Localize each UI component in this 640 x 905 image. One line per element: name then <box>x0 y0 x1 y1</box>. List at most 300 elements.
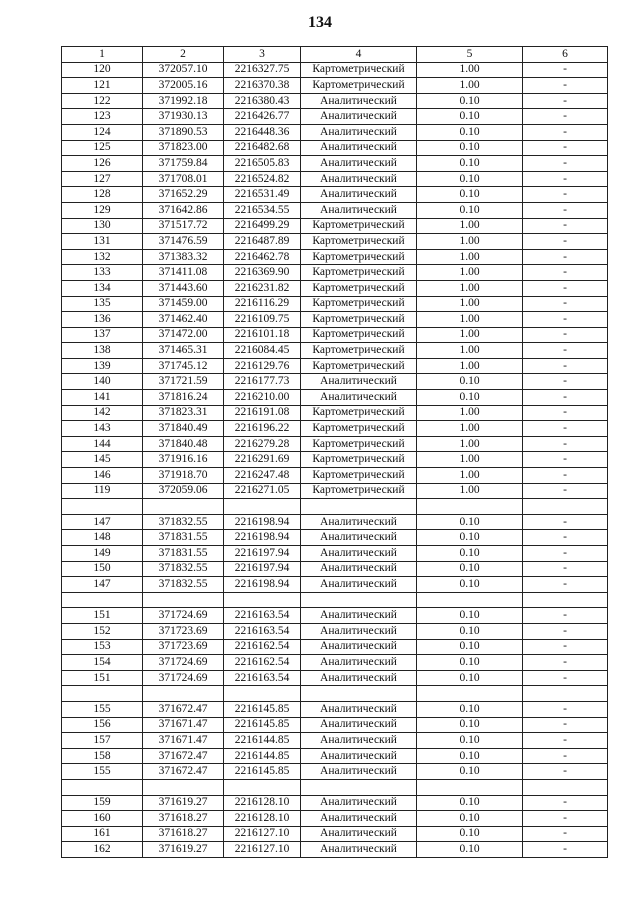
description-cell: - <box>523 374 608 390</box>
x-coordinate-cell: 371840.49 <box>143 421 224 437</box>
x-coordinate-cell: 371916.16 <box>143 452 224 468</box>
x-coordinate-cell: 371832.55 <box>143 514 224 530</box>
x-coordinate-cell: 372057.10 <box>143 62 224 78</box>
description-cell: - <box>523 249 608 265</box>
table-row <box>62 530 608 546</box>
point-number-cell: 147 <box>62 577 143 593</box>
point-number-cell: 141 <box>62 390 143 406</box>
y-coordinate-cell: 2216127.10 <box>224 826 301 842</box>
y-coordinate-cell: 2216145.85 <box>224 701 301 717</box>
method-cell: Аналитический <box>301 156 417 172</box>
description-cell: - <box>523 701 608 717</box>
x-coordinate-cell: 371618.27 <box>143 811 224 827</box>
point-number-cell: 145 <box>62 452 143 468</box>
description-cell: - <box>523 156 608 172</box>
x-coordinate-cell: 371672.47 <box>143 748 224 764</box>
description-cell: - <box>523 343 608 359</box>
x-coordinate-cell: 372005.16 <box>143 78 224 94</box>
y-coordinate-cell: 2216531.49 <box>224 187 301 203</box>
table-row <box>62 561 608 577</box>
method-cell: Картометрический <box>301 421 417 437</box>
table-row <box>62 156 608 172</box>
method-cell: Картометрический <box>301 452 417 468</box>
description-cell: - <box>523 842 608 858</box>
method-cell: Аналитический <box>301 171 417 187</box>
x-coordinate-cell: 371759.84 <box>143 156 224 172</box>
empty-cell <box>62 779 143 795</box>
y-coordinate-cell: 2216128.10 <box>224 811 301 827</box>
description-cell: - <box>523 452 608 468</box>
method-cell: Картометрический <box>301 436 417 452</box>
accuracy-cell: 1.00 <box>417 405 523 421</box>
point-number-cell: 129 <box>62 202 143 218</box>
accuracy-cell: 0.10 <box>417 717 523 733</box>
empty-cell <box>301 592 417 608</box>
table-row <box>62 62 608 78</box>
table-row <box>62 748 608 764</box>
x-coordinate-cell: 371930.13 <box>143 109 224 125</box>
y-coordinate-cell: 2216448.36 <box>224 124 301 140</box>
method-cell: Картометрический <box>301 358 417 374</box>
point-number-cell: 143 <box>62 421 143 437</box>
y-coordinate-cell: 2216327.75 <box>224 62 301 78</box>
table-row <box>62 717 608 733</box>
method-cell: Аналитический <box>301 748 417 764</box>
accuracy-cell: 1.00 <box>417 296 523 312</box>
empty-cell <box>523 686 608 702</box>
table-row <box>62 187 608 203</box>
description-cell: - <box>523 327 608 343</box>
table-row <box>62 124 608 140</box>
accuracy-cell: 0.10 <box>417 187 523 203</box>
table-row <box>62 327 608 343</box>
method-cell: Аналитический <box>301 639 417 655</box>
accuracy-cell: 1.00 <box>417 78 523 94</box>
method-cell: Картометрический <box>301 327 417 343</box>
accuracy-cell: 1.00 <box>417 265 523 281</box>
table-row <box>62 842 608 858</box>
coordinates-table-body <box>62 47 608 858</box>
x-coordinate-cell: 371476.59 <box>143 234 224 250</box>
point-number-cell: 124 <box>62 124 143 140</box>
table-row <box>62 296 608 312</box>
point-number-cell: 120 <box>62 62 143 78</box>
method-cell: Аналитический <box>301 140 417 156</box>
table-row <box>62 405 608 421</box>
point-number-cell: 142 <box>62 405 143 421</box>
method-cell: Аналитический <box>301 187 417 203</box>
point-number-cell: 161 <box>62 826 143 842</box>
description-cell: - <box>523 655 608 671</box>
empty-cell <box>417 499 523 515</box>
table-row <box>62 358 608 374</box>
y-coordinate-cell: 2216109.75 <box>224 312 301 328</box>
accuracy-cell: 0.10 <box>417 811 523 827</box>
description-cell: - <box>523 717 608 733</box>
description-cell: - <box>523 468 608 484</box>
point-number-cell: 126 <box>62 156 143 172</box>
method-cell: Аналитический <box>301 717 417 733</box>
accuracy-cell: 0.10 <box>417 374 523 390</box>
x-coordinate-cell: 371618.27 <box>143 826 224 842</box>
table-row <box>62 639 608 655</box>
description-cell: - <box>523 670 608 686</box>
table-row <box>62 701 608 717</box>
description-cell: - <box>523 764 608 780</box>
method-cell: Картометрический <box>301 62 417 78</box>
y-coordinate-cell: 2216198.94 <box>224 530 301 546</box>
point-number-cell: 139 <box>62 358 143 374</box>
description-cell: - <box>523 312 608 328</box>
y-coordinate-cell: 2216369.90 <box>224 265 301 281</box>
y-coordinate-cell: 2216291.69 <box>224 452 301 468</box>
description-cell: - <box>523 124 608 140</box>
accuracy-cell: 1.00 <box>417 218 523 234</box>
point-number-cell: 131 <box>62 234 143 250</box>
y-coordinate-cell: 2216462.78 <box>224 249 301 265</box>
table-row <box>62 421 608 437</box>
table-row <box>62 265 608 281</box>
point-number-cell: 147 <box>62 514 143 530</box>
accuracy-cell: 1.00 <box>417 421 523 437</box>
x-coordinate-cell: 371383.32 <box>143 249 224 265</box>
accuracy-cell: 0.10 <box>417 546 523 562</box>
x-coordinate-cell: 371465.31 <box>143 343 224 359</box>
x-coordinate-cell: 371832.55 <box>143 561 224 577</box>
point-number-cell: 146 <box>62 468 143 484</box>
empty-cell <box>523 779 608 795</box>
y-coordinate-cell: 2216231.82 <box>224 280 301 296</box>
point-number-cell: 119 <box>62 483 143 499</box>
description-cell: - <box>523 748 608 764</box>
separator-row <box>62 499 608 515</box>
table-row <box>62 390 608 406</box>
description-cell: - <box>523 62 608 78</box>
separator-row <box>62 592 608 608</box>
accuracy-cell: 0.10 <box>417 171 523 187</box>
y-coordinate-cell: 2216145.85 <box>224 764 301 780</box>
point-number-cell: 130 <box>62 218 143 234</box>
y-coordinate-cell: 2216116.29 <box>224 296 301 312</box>
description-cell: - <box>523 483 608 499</box>
accuracy-cell: 0.10 <box>417 514 523 530</box>
description-cell: - <box>523 639 608 655</box>
accuracy-cell: 1.00 <box>417 483 523 499</box>
accuracy-cell: 1.00 <box>417 249 523 265</box>
accuracy-cell: 1.00 <box>417 343 523 359</box>
table-row <box>62 343 608 359</box>
column-header: 6 <box>523 47 608 63</box>
accuracy-cell: 0.10 <box>417 561 523 577</box>
y-coordinate-cell: 2216499.29 <box>224 218 301 234</box>
accuracy-cell: 0.10 <box>417 140 523 156</box>
x-coordinate-cell: 371723.69 <box>143 639 224 655</box>
table-row <box>62 468 608 484</box>
y-coordinate-cell: 2216084.45 <box>224 343 301 359</box>
empty-cell <box>301 499 417 515</box>
point-number-cell: 158 <box>62 748 143 764</box>
point-number-cell: 151 <box>62 608 143 624</box>
accuracy-cell: 0.10 <box>417 826 523 842</box>
method-cell: Аналитический <box>301 655 417 671</box>
x-coordinate-cell: 371823.31 <box>143 405 224 421</box>
x-coordinate-cell: 371671.47 <box>143 733 224 749</box>
method-cell: Аналитический <box>301 842 417 858</box>
accuracy-cell: 0.10 <box>417 795 523 811</box>
point-number-cell: 155 <box>62 701 143 717</box>
point-number-cell: 162 <box>62 842 143 858</box>
table-row <box>62 623 608 639</box>
description-cell: - <box>523 202 608 218</box>
point-number-cell: 133 <box>62 265 143 281</box>
method-cell: Аналитический <box>301 514 417 530</box>
table-row <box>62 202 608 218</box>
accuracy-cell: 1.00 <box>417 452 523 468</box>
description-cell: - <box>523 561 608 577</box>
empty-cell <box>224 686 301 702</box>
y-coordinate-cell: 2216196.22 <box>224 421 301 437</box>
empty-cell <box>224 499 301 515</box>
coordinates-table <box>61 46 608 858</box>
description-cell: - <box>523 421 608 437</box>
description-cell: - <box>523 78 608 94</box>
table-row <box>62 140 608 156</box>
description-cell: - <box>523 546 608 562</box>
method-cell: Аналитический <box>301 390 417 406</box>
description-cell: - <box>523 623 608 639</box>
method-cell: Аналитический <box>301 124 417 140</box>
point-number-cell: 140 <box>62 374 143 390</box>
method-cell: Картометрический <box>301 343 417 359</box>
empty-cell <box>143 686 224 702</box>
separator-row <box>62 779 608 795</box>
x-coordinate-cell: 371462.40 <box>143 312 224 328</box>
description-cell: - <box>523 811 608 827</box>
method-cell: Аналитический <box>301 701 417 717</box>
description-cell: - <box>523 93 608 109</box>
x-coordinate-cell: 371671.47 <box>143 717 224 733</box>
x-coordinate-cell: 371642.86 <box>143 202 224 218</box>
accuracy-cell: 0.10 <box>417 733 523 749</box>
description-cell: - <box>523 608 608 624</box>
accuracy-cell: 0.10 <box>417 202 523 218</box>
x-coordinate-cell: 371619.27 <box>143 795 224 811</box>
method-cell: Картометрический <box>301 280 417 296</box>
point-number-cell: 155 <box>62 764 143 780</box>
y-coordinate-cell: 2216198.94 <box>224 577 301 593</box>
description-cell: - <box>523 358 608 374</box>
y-coordinate-cell: 2216279.28 <box>224 436 301 452</box>
method-cell: Картометрический <box>301 265 417 281</box>
table-row <box>62 436 608 452</box>
y-coordinate-cell: 2216127.10 <box>224 842 301 858</box>
table-row <box>62 514 608 530</box>
accuracy-cell: 0.10 <box>417 748 523 764</box>
accuracy-cell: 0.10 <box>417 655 523 671</box>
x-coordinate-cell: 371459.00 <box>143 296 224 312</box>
y-coordinate-cell: 2216101.18 <box>224 327 301 343</box>
method-cell: Картометрический <box>301 218 417 234</box>
x-coordinate-cell: 371823.00 <box>143 140 224 156</box>
description-cell: - <box>523 733 608 749</box>
y-coordinate-cell: 2216210.00 <box>224 390 301 406</box>
point-number-cell: 144 <box>62 436 143 452</box>
point-number-cell: 159 <box>62 795 143 811</box>
accuracy-cell: 1.00 <box>417 280 523 296</box>
method-cell: Картометрический <box>301 483 417 499</box>
accuracy-cell: 1.00 <box>417 312 523 328</box>
method-cell: Аналитический <box>301 93 417 109</box>
accuracy-cell: 0.10 <box>417 530 523 546</box>
point-number-cell: 121 <box>62 78 143 94</box>
x-coordinate-cell: 371890.53 <box>143 124 224 140</box>
method-cell: Аналитический <box>301 608 417 624</box>
description-cell: - <box>523 265 608 281</box>
point-number-cell: 149 <box>62 546 143 562</box>
x-coordinate-cell: 371831.55 <box>143 530 224 546</box>
empty-cell <box>224 779 301 795</box>
accuracy-cell: 1.00 <box>417 327 523 343</box>
table-row <box>62 577 608 593</box>
x-coordinate-cell: 371672.47 <box>143 764 224 780</box>
empty-cell <box>301 686 417 702</box>
table-row <box>62 234 608 250</box>
accuracy-cell: 0.10 <box>417 109 523 125</box>
x-coordinate-cell: 371831.55 <box>143 546 224 562</box>
empty-cell <box>417 779 523 795</box>
y-coordinate-cell: 2216177.73 <box>224 374 301 390</box>
description-cell: - <box>523 218 608 234</box>
description-cell: - <box>523 140 608 156</box>
column-header: 4 <box>301 47 417 63</box>
empty-cell <box>62 686 143 702</box>
y-coordinate-cell: 2216524.82 <box>224 171 301 187</box>
point-number-cell: 134 <box>62 280 143 296</box>
x-coordinate-cell: 371723.69 <box>143 623 224 639</box>
point-number-cell: 122 <box>62 93 143 109</box>
x-coordinate-cell: 371443.60 <box>143 280 224 296</box>
x-coordinate-cell: 371672.47 <box>143 701 224 717</box>
method-cell: Картометрический <box>301 468 417 484</box>
y-coordinate-cell: 2216162.54 <box>224 639 301 655</box>
point-number-cell: 151 <box>62 670 143 686</box>
method-cell: Аналитический <box>301 577 417 593</box>
empty-cell <box>417 592 523 608</box>
method-cell: Картометрический <box>301 78 417 94</box>
table-row <box>62 374 608 390</box>
x-coordinate-cell: 371816.24 <box>143 390 224 406</box>
method-cell: Аналитический <box>301 561 417 577</box>
column-header: 1 <box>62 47 143 63</box>
table-row <box>62 171 608 187</box>
accuracy-cell: 0.10 <box>417 639 523 655</box>
y-coordinate-cell: 2216163.54 <box>224 623 301 639</box>
y-coordinate-cell: 2216505.83 <box>224 156 301 172</box>
method-cell: Картометрический <box>301 312 417 328</box>
table-row <box>62 608 608 624</box>
x-coordinate-cell: 371721.59 <box>143 374 224 390</box>
point-number-cell: 156 <box>62 717 143 733</box>
table-row <box>62 218 608 234</box>
method-cell: Аналитический <box>301 670 417 686</box>
description-cell: - <box>523 826 608 842</box>
accuracy-cell: 0.10 <box>417 670 523 686</box>
point-number-cell: 153 <box>62 639 143 655</box>
accuracy-cell: 0.10 <box>417 608 523 624</box>
x-coordinate-cell: 371411.08 <box>143 265 224 281</box>
y-coordinate-cell: 2216162.54 <box>224 655 301 671</box>
description-cell: - <box>523 171 608 187</box>
column-header: 2 <box>143 47 224 63</box>
x-coordinate-cell: 371745.12 <box>143 358 224 374</box>
accuracy-cell: 0.10 <box>417 623 523 639</box>
x-coordinate-cell: 371918.70 <box>143 468 224 484</box>
accuracy-cell: 1.00 <box>417 62 523 78</box>
accuracy-cell: 1.00 <box>417 358 523 374</box>
empty-cell <box>523 592 608 608</box>
x-coordinate-cell: 372059.06 <box>143 483 224 499</box>
accuracy-cell: 1.00 <box>417 436 523 452</box>
column-header: 5 <box>417 47 523 63</box>
accuracy-cell: 0.10 <box>417 390 523 406</box>
method-cell: Аналитический <box>301 764 417 780</box>
empty-cell <box>417 686 523 702</box>
point-number-cell: 137 <box>62 327 143 343</box>
description-cell: - <box>523 390 608 406</box>
table-row <box>62 483 608 499</box>
y-coordinate-cell: 2216487.89 <box>224 234 301 250</box>
x-coordinate-cell: 371992.18 <box>143 93 224 109</box>
table-row <box>62 249 608 265</box>
column-header: 3 <box>224 47 301 63</box>
table-row <box>62 452 608 468</box>
x-coordinate-cell: 371724.69 <box>143 670 224 686</box>
empty-cell <box>143 592 224 608</box>
y-coordinate-cell: 2216197.94 <box>224 546 301 562</box>
method-cell: Аналитический <box>301 202 417 218</box>
point-number-cell: 148 <box>62 530 143 546</box>
point-number-cell: 132 <box>62 249 143 265</box>
x-coordinate-cell: 371840.48 <box>143 436 224 452</box>
accuracy-cell: 1.00 <box>417 468 523 484</box>
accuracy-cell: 0.10 <box>417 701 523 717</box>
y-coordinate-cell: 2216198.94 <box>224 514 301 530</box>
point-number-cell: 150 <box>62 561 143 577</box>
method-cell: Аналитический <box>301 795 417 811</box>
empty-cell <box>143 499 224 515</box>
y-coordinate-cell: 2216163.54 <box>224 670 301 686</box>
method-cell: Картометрический <box>301 296 417 312</box>
point-number-cell: 128 <box>62 187 143 203</box>
method-cell: Аналитический <box>301 374 417 390</box>
description-cell: - <box>523 405 608 421</box>
accuracy-cell: 0.10 <box>417 842 523 858</box>
y-coordinate-cell: 2216144.85 <box>224 733 301 749</box>
table-row <box>62 312 608 328</box>
table-row <box>62 655 608 671</box>
point-number-cell: 127 <box>62 171 143 187</box>
y-coordinate-cell: 2216271.05 <box>224 483 301 499</box>
point-number-cell: 152 <box>62 623 143 639</box>
empty-cell <box>62 499 143 515</box>
y-coordinate-cell: 2216380.43 <box>224 93 301 109</box>
method-cell: Картометрический <box>301 405 417 421</box>
description-cell: - <box>523 577 608 593</box>
y-coordinate-cell: 2216145.85 <box>224 717 301 733</box>
x-coordinate-cell: 371708.01 <box>143 171 224 187</box>
description-cell: - <box>523 109 608 125</box>
table-row <box>62 733 608 749</box>
